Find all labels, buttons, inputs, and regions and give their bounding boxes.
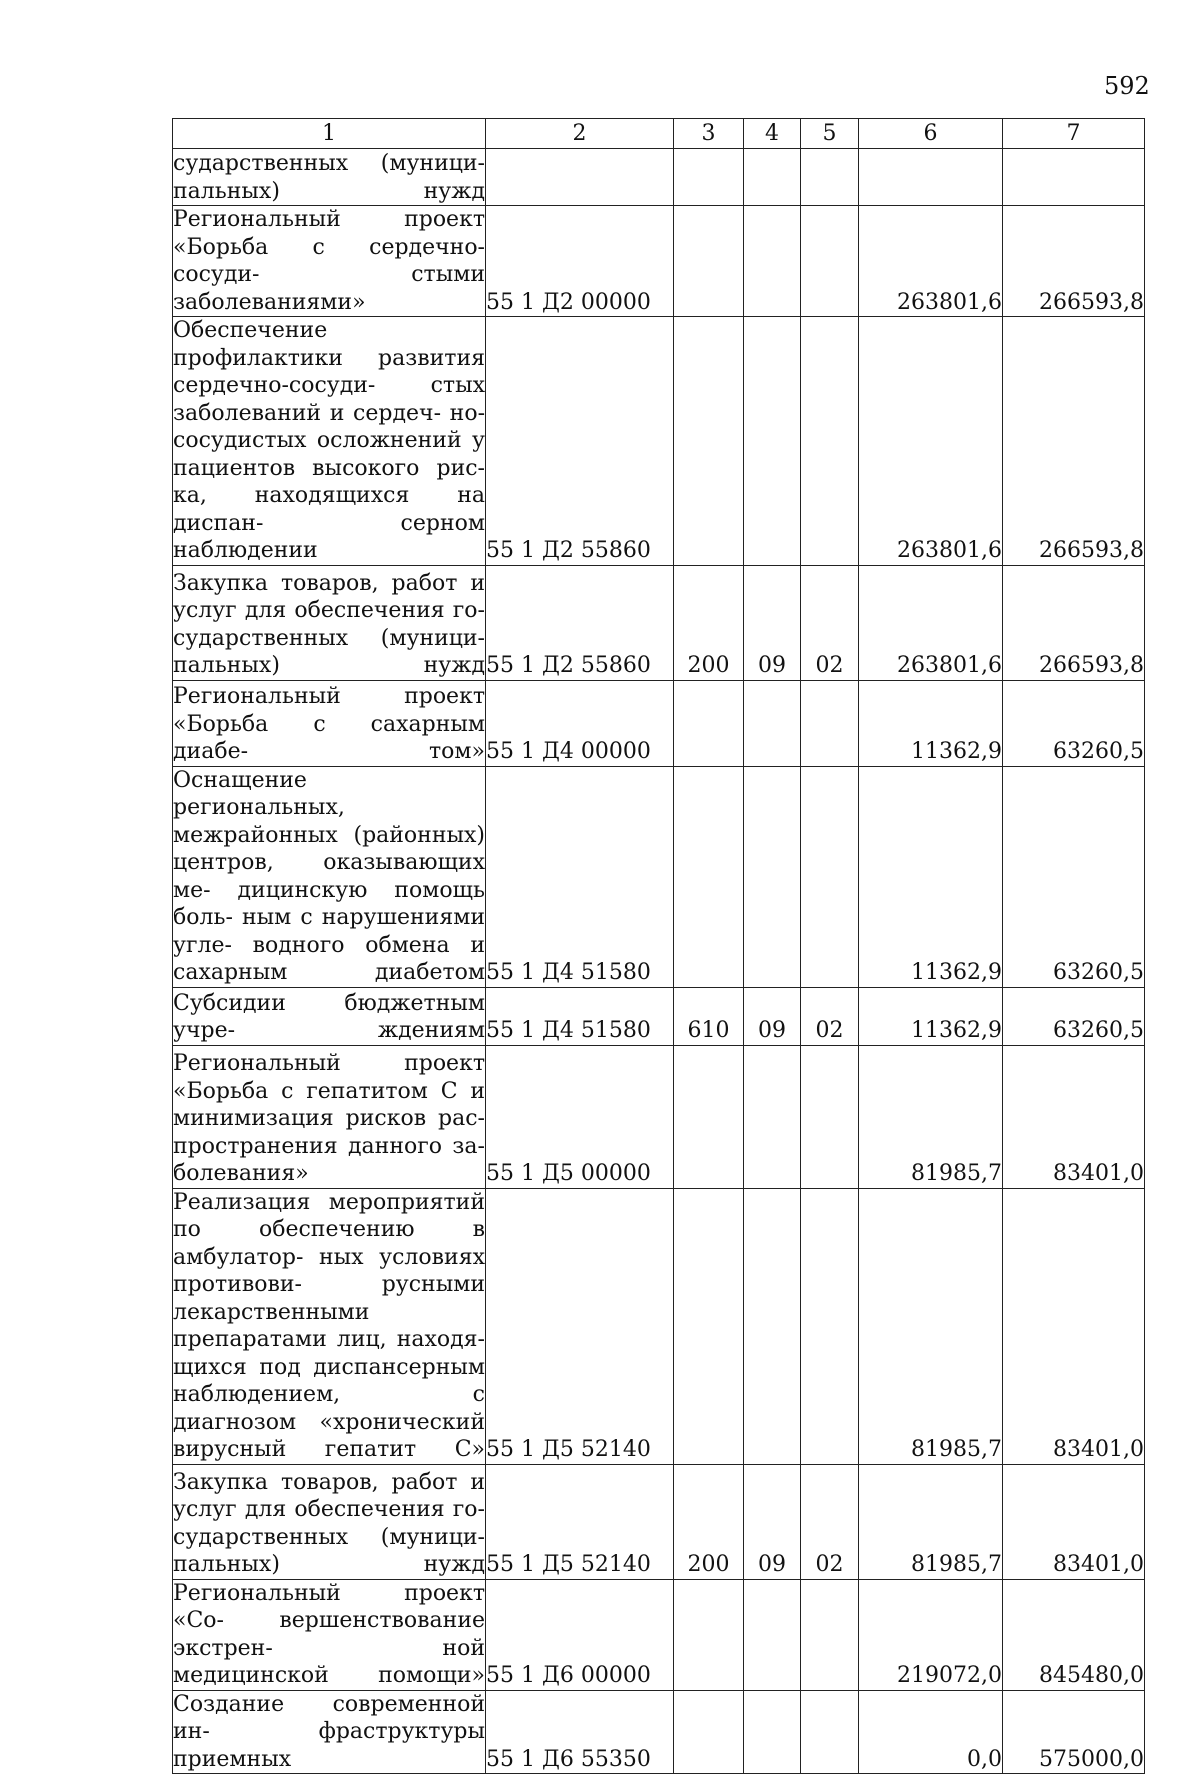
subsection-cell bbox=[801, 1579, 859, 1690]
amount-col6-cell: 81985,7 bbox=[859, 1188, 1003, 1464]
subsection-cell bbox=[801, 206, 859, 317]
target-code-cell: 55 1 Д5 00000 bbox=[486, 1045, 674, 1188]
section-cell: 09 bbox=[744, 987, 801, 1045]
subsection-cell bbox=[801, 149, 859, 206]
subsection-cell: 02 bbox=[801, 1464, 859, 1579]
section-cell: 09 bbox=[744, 565, 801, 680]
row-name-cell: Реализация мероприятий по обеспечению в амбулатор- ных условиях противови- русными лекарственными препаратами лиц, находя- щихся под диспансерным наблюдением, с диагнозом «хронический вирусный гепатит С» bbox=[173, 1189, 485, 1462]
amount-col6-cell: 81985,7 bbox=[859, 1464, 1003, 1579]
amount-col6-cell: 263801,6 bbox=[859, 565, 1003, 680]
amount-col7-cell: 63260,5 bbox=[1003, 766, 1145, 987]
expense-type-cell bbox=[674, 766, 744, 987]
section-cell bbox=[744, 1188, 801, 1464]
subsection-cell: 02 bbox=[801, 987, 859, 1045]
table-row bbox=[173, 1464, 1145, 1579]
amount-col7-cell: 63260,5 bbox=[1003, 987, 1145, 1045]
table-row bbox=[173, 1690, 1145, 1774]
page-number: 592 bbox=[1104, 72, 1150, 100]
row-name-cell: Региональный проект «Со- вершенствование экстрен- ной медицинской помощи» bbox=[173, 1580, 485, 1688]
row-name-cell: Региональный проект «Борьба с сердечно-сосуди- стыми заболеваниями» bbox=[173, 207, 485, 315]
table-row bbox=[173, 766, 1145, 987]
amount-col7-cell: 845480,0 bbox=[1003, 1579, 1145, 1690]
target-code-cell: 55 1 Д2 00000 bbox=[486, 206, 674, 317]
amount-col6-cell: 263801,6 bbox=[859, 206, 1003, 317]
amount-col6-cell: 263801,6 bbox=[859, 317, 1003, 566]
row-name-cell: Региональный проект «Борьба с гепатитом С и минимизация рисков рас- пространения данного за- болевания» bbox=[173, 1045, 486, 1188]
amount-col7-cell: 83401,0 bbox=[1003, 1188, 1145, 1464]
subsection-cell bbox=[801, 1188, 859, 1464]
amount-col6-cell: 81985,7 bbox=[859, 1045, 1003, 1188]
amount-col6-cell: 219072,0 bbox=[859, 1579, 1003, 1690]
row-name-cell: Обеспечение профилактики развития сердечно-сосуди- стых заболеваний и сердеч- но-сосудистых осложнений у пациентов высокого рис- ка, находящихся на диспан- серном наблюдении bbox=[173, 318, 485, 563]
target-code-cell: 55 1 Д4 51580 bbox=[486, 987, 674, 1045]
target-code-cell: 55 1 Д6 55350 bbox=[486, 1690, 674, 1774]
amount-col6-cell: 0,0 bbox=[859, 1690, 1003, 1774]
target-code-cell: 55 1 Д4 51580 bbox=[486, 766, 674, 987]
section-cell: 09 bbox=[744, 1464, 801, 1579]
expense-type-cell: 200 bbox=[674, 1464, 744, 1579]
amount-col7-cell: 83401,0 bbox=[1003, 1464, 1145, 1579]
row-name-cell: сударственных (муници- пальных) нужд bbox=[173, 149, 486, 206]
target-code-cell: 55 1 Д5 52140 bbox=[486, 1464, 674, 1579]
section-cell bbox=[744, 766, 801, 987]
amount-col7-cell: 266593,8 bbox=[1003, 317, 1145, 566]
section-cell bbox=[744, 1690, 801, 1774]
budget-table bbox=[172, 118, 1145, 1774]
subsection-cell: 02 bbox=[801, 565, 859, 680]
expense-type-cell bbox=[674, 206, 744, 317]
expense-type-cell bbox=[674, 317, 744, 566]
subsection-cell bbox=[801, 1690, 859, 1774]
section-cell bbox=[744, 1579, 801, 1690]
row-name-cell: Субсидии бюджетным учре- ждениям bbox=[173, 987, 486, 1045]
target-code-cell: 55 1 Д6 00000 bbox=[486, 1579, 674, 1690]
column-header-6: 6 bbox=[859, 119, 1003, 149]
table-row bbox=[173, 987, 1145, 1045]
column-header-2: 2 bbox=[486, 119, 674, 149]
table-row bbox=[173, 1045, 1145, 1188]
table-row bbox=[173, 317, 1145, 566]
amount-col7-cell: 266593,8 bbox=[1003, 565, 1145, 680]
row-name-cell: Закупка товаров, работ и услуг для обеспечения го- сударственных (муници- пальных) нужд bbox=[173, 1464, 486, 1579]
expense-type-cell: 200 bbox=[674, 565, 744, 680]
expense-type-cell bbox=[674, 680, 744, 766]
section-cell bbox=[744, 1045, 801, 1188]
amount-col7-cell bbox=[1003, 149, 1145, 206]
target-code-cell: 55 1 Д2 55860 bbox=[486, 317, 674, 566]
table-row bbox=[173, 1188, 1145, 1464]
amount-col7-cell: 83401,0 bbox=[1003, 1045, 1145, 1188]
column-header-3: 3 bbox=[674, 119, 744, 149]
expense-type-cell bbox=[674, 1579, 744, 1690]
subsection-cell bbox=[801, 317, 859, 566]
table-row bbox=[173, 565, 1145, 680]
section-cell bbox=[744, 149, 801, 206]
row-name-cell: Создание современной ин- фраструктуры приемных bbox=[173, 1691, 485, 1772]
section-cell bbox=[744, 680, 801, 766]
column-header-4: 4 bbox=[744, 119, 801, 149]
row-name-cell: Закупка товаров, работ и услуг для обеспечения го- сударственных (муници- пальных) нужд bbox=[173, 565, 486, 680]
expense-type-cell bbox=[674, 1690, 744, 1774]
column-header-1: 1 bbox=[173, 119, 486, 149]
amount-col6-cell bbox=[859, 149, 1003, 206]
table-row bbox=[173, 680, 1145, 766]
target-code-cell: 55 1 Д4 00000 bbox=[486, 680, 674, 766]
amount-col7-cell: 266593,8 bbox=[1003, 206, 1145, 317]
table-row bbox=[173, 149, 1145, 206]
column-header-7: 7 bbox=[1003, 119, 1145, 149]
section-cell bbox=[744, 317, 801, 566]
row-name-cell: Оснащение региональных, межрайонных (районных) центров, оказывающих ме- дицинскую помощь боль- ным с нарушениями угле- водного обмена и сахарным диабетом bbox=[173, 767, 485, 985]
amount-col7-cell: 575000,0 bbox=[1003, 1690, 1145, 1774]
column-header-row bbox=[173, 119, 1145, 149]
expense-type-cell: 610 bbox=[674, 987, 744, 1045]
amount-col7-cell: 63260,5 bbox=[1003, 680, 1145, 766]
amount-col6-cell: 11362,9 bbox=[859, 766, 1003, 987]
subsection-cell bbox=[801, 680, 859, 766]
section-cell bbox=[744, 206, 801, 317]
target-code-cell: 55 1 Д2 55860 bbox=[486, 565, 674, 680]
table-body bbox=[173, 149, 1145, 1774]
expense-type-cell bbox=[674, 149, 744, 206]
expense-type-cell bbox=[674, 1045, 744, 1188]
table-row bbox=[173, 206, 1145, 317]
row-name-cell: Региональный проект «Борьба с сахарным диабе- том» bbox=[173, 680, 486, 766]
column-header-5: 5 bbox=[801, 119, 859, 149]
target-code-cell: 55 1 Д5 52140 bbox=[486, 1188, 674, 1464]
subsection-cell bbox=[801, 766, 859, 987]
target-code-cell bbox=[486, 149, 674, 206]
amount-col6-cell: 11362,9 bbox=[859, 680, 1003, 766]
table-row bbox=[173, 1579, 1145, 1690]
amount-col6-cell: 11362,9 bbox=[859, 987, 1003, 1045]
subsection-cell bbox=[801, 1045, 859, 1188]
expense-type-cell bbox=[674, 1188, 744, 1464]
